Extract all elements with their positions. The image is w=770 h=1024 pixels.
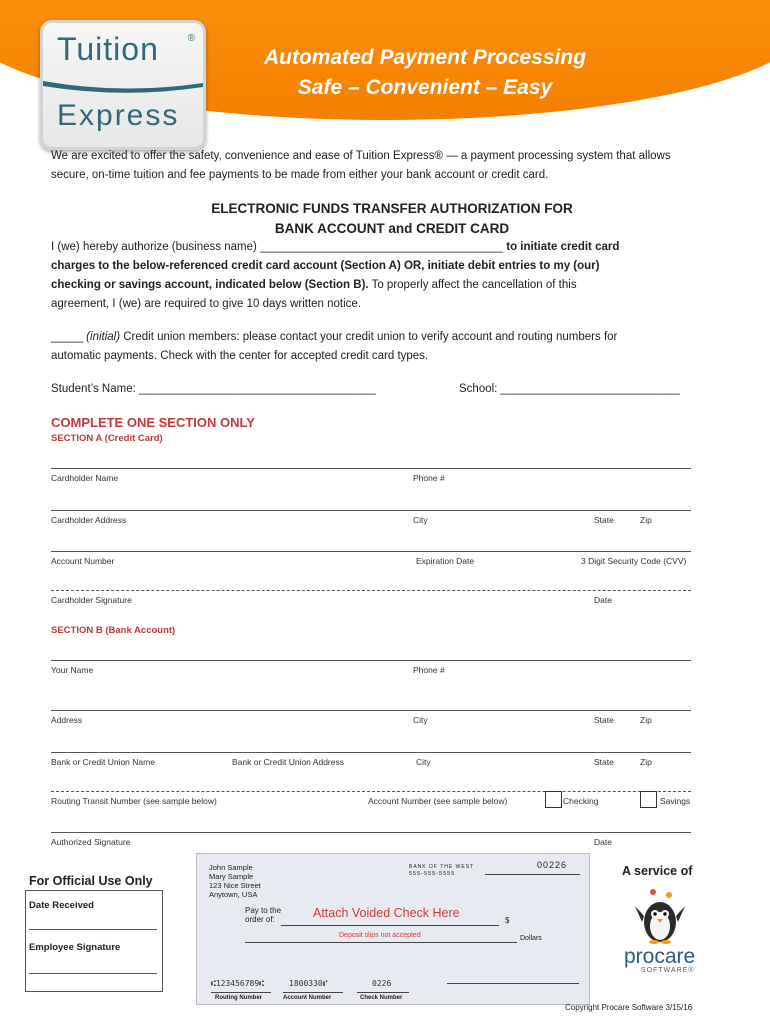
procare-brand-sub: SOFTWARE® xyxy=(641,967,695,974)
form-heading-line2: BANK ACCOUNT and CREDIT CARD xyxy=(274,221,510,236)
logo-registered-mark: ® xyxy=(187,33,195,44)
section-b-title: SECTION B (Bank Account) xyxy=(51,625,176,636)
check-dollar-sign: $ xyxy=(505,916,510,925)
check-pay-to: Pay to the xyxy=(245,906,282,915)
micr-check-number: 0226 xyxy=(372,979,392,988)
account-number-label: Account Number xyxy=(51,556,115,566)
savings-label: Savings xyxy=(660,796,691,806)
check-signature-line xyxy=(447,983,579,984)
auth-bold2: charges to the below-referenced credit card account (Section A) OR, initiate debit entries to my (our) xyxy=(51,260,600,272)
school-field[interactable]: School: ____________________________ xyxy=(459,383,680,395)
check-name1: John Sample xyxy=(209,863,253,872)
official-use-title: For Official Use Only xyxy=(29,874,153,888)
checking-label: Checking xyxy=(563,796,599,806)
your-name-line[interactable] xyxy=(51,660,691,661)
intro-text xyxy=(51,147,751,185)
bank-name-line[interactable] xyxy=(51,752,691,753)
cardholder-address-line[interactable] xyxy=(51,510,691,511)
routing-number-label: Routing Transit Number (see sample below) xyxy=(51,796,217,806)
check-number: 00226 xyxy=(537,860,568,870)
procare-penguin-mascot-icon xyxy=(633,888,687,944)
logo-line1: Tuition xyxy=(57,31,159,67)
initial-label: (initial) xyxy=(82,331,121,343)
cardholder-zip-label: Zip xyxy=(640,515,652,525)
micr-account: 1800330⑈ xyxy=(289,979,328,988)
section-a-title: SECTION A (Credit Card) xyxy=(51,433,163,444)
address-state-label: State xyxy=(594,715,614,725)
cardholder-city-label: City xyxy=(413,515,428,525)
business-name-field[interactable]: ______________________________________ xyxy=(260,241,504,253)
initial-text xyxy=(51,328,751,366)
account-number-line[interactable] xyxy=(51,551,691,552)
authorization-text xyxy=(51,238,751,314)
cvv-label: 3 Digit Security Code (CVV) xyxy=(581,556,687,566)
address-city-label: City xyxy=(413,715,428,725)
check-date-line xyxy=(485,874,580,875)
check-order-of: order of: xyxy=(245,915,275,924)
check-name2: Mary Sample xyxy=(209,872,254,881)
logo-swoosh-icon xyxy=(43,77,203,95)
date-received-label: Date Received xyxy=(29,900,94,911)
initial-text1: Credit union members: please contact your credit union to verify account and routing numbers for xyxy=(120,331,618,343)
cardholder-signature-label: Cardholder Signature xyxy=(51,595,132,605)
cardholder-name-line[interactable] xyxy=(51,468,691,469)
check-address2: Anytown, USA xyxy=(209,890,258,899)
cardholder-state-label: State xyxy=(594,515,614,525)
official-use-box xyxy=(25,890,163,992)
authorized-date-label: Date xyxy=(594,837,612,847)
complete-one-section-heading: COMPLETE ONE SECTION ONLY xyxy=(51,415,255,430)
your-name-label: Your Name xyxy=(51,665,94,675)
copyright: Copyright Procare Software 3/15/16 xyxy=(565,1003,693,1012)
bank-phone-label: Phone # xyxy=(413,665,445,675)
procare-brand: procare xyxy=(624,945,696,968)
auth-bold3: checking or savings account, indicated below (Section B). xyxy=(51,279,369,291)
address-line[interactable] xyxy=(51,710,691,711)
routing-bracket xyxy=(211,992,271,993)
check-number-caption: Check Number xyxy=(360,995,403,1001)
check-bank-name: BANK OF THE WEST xyxy=(409,864,475,870)
check-payee-line xyxy=(281,925,499,926)
service-of-label: A service of xyxy=(622,864,693,878)
cardholder-phone-label: Phone # xyxy=(413,473,445,483)
intro-line2: secure, on-time tuition and fee payments to be made from either your bank account or credit card. xyxy=(51,169,549,181)
savings-checkbox[interactable] xyxy=(640,791,657,808)
logo-line2: Express xyxy=(57,99,180,132)
initial-text2: automatic payments. Check with the center for accepted credit card types. xyxy=(51,350,429,362)
employee-signature-label: Employee Signature xyxy=(29,942,121,953)
cardholder-signature-line[interactable] xyxy=(51,590,691,591)
auth-prefix: I (we) hereby authorize (business name) xyxy=(51,241,261,253)
auth-rest3: To properly affect the cancellation of this xyxy=(368,279,577,291)
attach-voided-check: Attach Voided Check Here xyxy=(313,906,460,920)
student-name-field[interactable]: Student’s Name: _____________________________________ xyxy=(51,383,376,395)
date-received-line[interactable] xyxy=(29,929,157,930)
cardholder-address-label: Cardholder Address xyxy=(51,515,127,525)
authorized-signature-line[interactable] xyxy=(51,832,691,833)
cardholder-name-label: Cardholder Name xyxy=(51,473,119,483)
deposit-slip-note: Deposit slips not accepted xyxy=(339,932,421,939)
check-bank-phone: 555-555-5555 xyxy=(409,871,456,877)
check-address1: 123 Nice Street xyxy=(209,881,261,890)
bank-zip-label: Zip xyxy=(640,757,652,767)
cardholder-date-label: Date xyxy=(594,595,612,605)
checking-checkbox[interactable] xyxy=(545,791,562,808)
header-title-line1: Automated Payment Processing xyxy=(263,46,587,69)
routing-account-line[interactable] xyxy=(51,791,691,792)
employee-signature-line[interactable] xyxy=(29,973,157,974)
bank-name-label: Bank or Credit Union Name xyxy=(51,757,155,767)
auth-bold1: to initiate credit card xyxy=(503,241,620,253)
bank-address-label: Bank or Credit Union Address xyxy=(232,757,344,767)
expiration-date-label: Expiration Date xyxy=(416,556,475,566)
header-title-line2: Safe – Convenient – Easy xyxy=(297,76,553,99)
form-heading xyxy=(0,199,770,239)
check-amount-line xyxy=(245,942,517,943)
address-label: Address xyxy=(51,715,83,725)
authorized-signature-label: Authorized Signature xyxy=(51,837,131,847)
routing-number-caption: Routing Number xyxy=(215,995,262,1001)
micr-routing: ⑆123456789⑆ xyxy=(211,979,264,988)
account-bracket xyxy=(283,992,343,993)
sample-check xyxy=(196,853,590,1005)
bank-city-label: City xyxy=(416,757,431,767)
check-number-bracket xyxy=(357,992,409,993)
tuition-express-logo xyxy=(40,20,206,150)
bank-state-label: State xyxy=(594,757,614,767)
auth-line4: agreement, I (we) are required to give 10 days written notice. xyxy=(51,298,362,310)
intro-line1: We are excited to offer the safety, convenience and ease of Tuition Express® — a payment processing system that allows xyxy=(51,150,671,162)
check-dollars-label: Dollars xyxy=(520,935,542,942)
bank-account-number-label: Account Number (see sample below) xyxy=(368,796,508,806)
account-number-caption: Account Number xyxy=(283,995,332,1001)
form-heading-line1: ELECTRONIC FUNDS TRANSFER AUTHORIZATION FOR xyxy=(211,201,573,216)
initial-field[interactable]: _____ xyxy=(51,331,83,343)
address-zip-label: Zip xyxy=(640,715,652,725)
